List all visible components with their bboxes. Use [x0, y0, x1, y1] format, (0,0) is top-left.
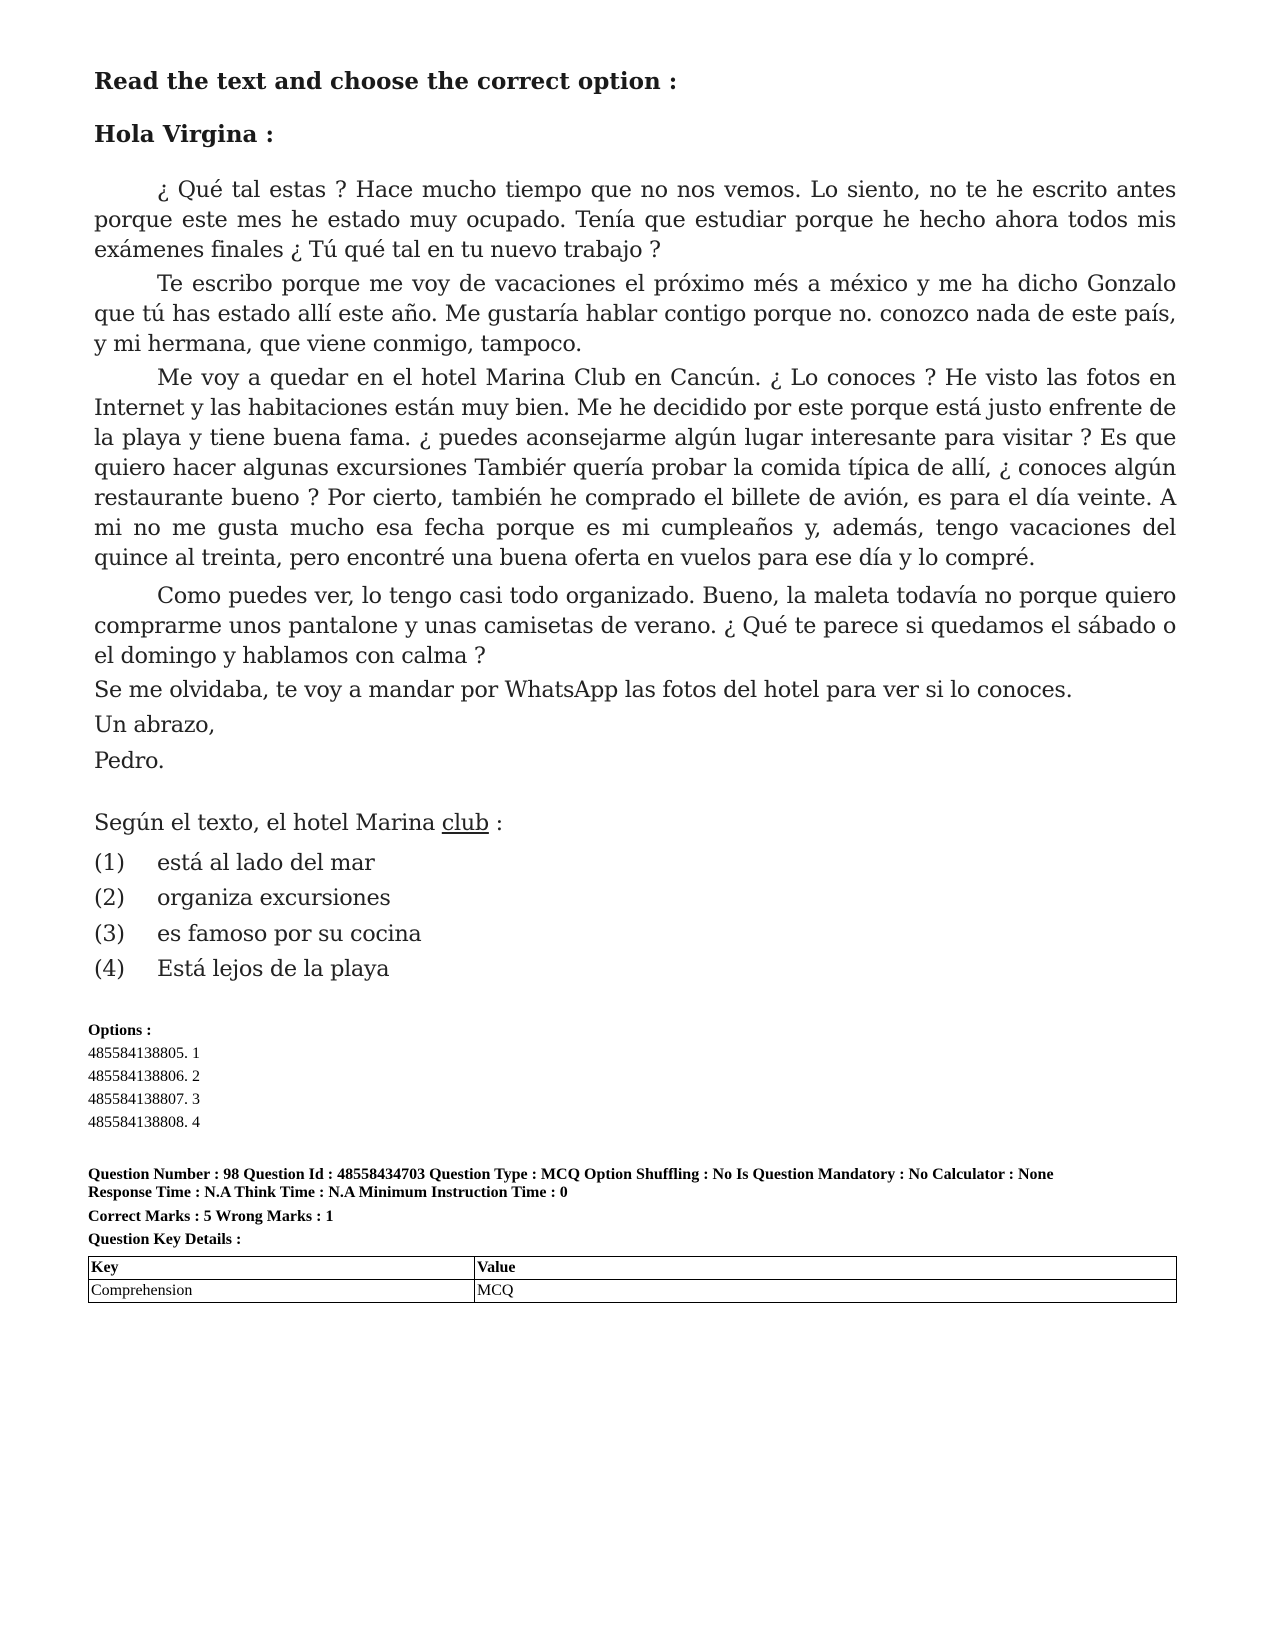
- answer-choice: [94, 954, 389, 984]
- letter-paragraph: Me voy a quedar en el hotel Marina Club en Cancún. ¿ Lo conoces ? He visto las fotos en Internet y las habitaciones están muy bien. Me he decidido por este porque está justo enfrente de la playa y tiene buena fama. ¿ puedes aconsejarme algún lugar interesante para visitar ? Es que quiero hacer algunas excursiones Tambiér quería probar la comida típica de allí, ¿ conoces algún restaurante bueno ? Por cierto, también he comprado el billete de avión, es para el día veinte. A mi no me gusta mucho esa fecha porque es mi cumpleaños y, además, tengo vacaciones del quince al treinta, pero encontré una buena oferta en vuelos para ese día y lo compré.: [94, 365, 1176, 571]
- choice-text: Está lejos de la playa: [157, 956, 390, 982]
- choice-text: es famoso por su cocina: [157, 921, 422, 947]
- table-cell-key: Comprehension: [89, 1280, 475, 1303]
- table-header-value: Value: [475, 1257, 1177, 1280]
- letter-last-line: Se me olvidaba, te voy a mandar por WhatsApp las fotos del hotel para ver si lo conoces.: [94, 677, 1073, 703]
- letter-paragraph: Te escribo porque me voy de vacaciones el próximo més a méxico y me ha dicho Gonzalo que tú has estado allí este año. Me gustaría hablar contigo porque no. conozco nada de este país, y mi hermana, que viene conmigo, tampoco.: [94, 271, 1176, 357]
- answer-choice: [94, 883, 391, 913]
- letter-closing: Un abrazo,: [94, 712, 216, 738]
- choice-number: (2): [94, 885, 125, 911]
- choice-text: está al lado del mar: [157, 850, 375, 876]
- options-label: Options :: [88, 1022, 152, 1039]
- option-id-item: 485584138805. 1: [88, 1045, 200, 1062]
- option-id-item: 485584138807. 3: [88, 1091, 200, 1108]
- answer-choice: [94, 848, 374, 878]
- choice-number: (3): [94, 921, 125, 947]
- answer-choice: [94, 919, 421, 949]
- question-stem: [94, 808, 503, 838]
- choice-number: (1): [94, 850, 125, 876]
- question-stem-underlined: club: [441, 810, 489, 836]
- table-header-key: Key: [89, 1257, 475, 1280]
- marks-line: Correct Marks : 5 Wrong Marks : 1: [88, 1208, 334, 1225]
- table-row: [89, 1280, 1177, 1303]
- choice-number: (4): [94, 956, 125, 982]
- letter-paragraph: ¿ Qué tal estas ? Hace mucho tiempo que no nos vemos. Lo siento, no te he escrito antes porque este mes he estado muy ocupado. Tenía que estudiar porque he hecho ahora todos mis exámenes finales ¿ Tú qué tal en tu nuevo trabajo ?: [94, 177, 1176, 263]
- table-header-row: [89, 1257, 1177, 1280]
- option-id-item: 485584138806. 2: [88, 1068, 200, 1085]
- question-stem-prefix: Según el texto, el hotel Marina: [94, 810, 442, 836]
- letter-signature: Pedro.: [94, 748, 165, 774]
- key-details-table: [88, 1256, 1177, 1303]
- option-id-item: 485584138808. 4: [88, 1114, 200, 1131]
- question-stem-suffix: :: [488, 810, 503, 836]
- letter-greeting: Hola Virgina :: [94, 121, 274, 148]
- choice-text: organiza excursiones: [157, 885, 391, 911]
- letter-paragraph: Como puedes ver, lo tengo casi todo organizado. Bueno, la maleta todavía no porque quiero comprarme unos pantalone y unas camisetas de verano. ¿ Qué te parece si quedamos el sábado o el domingo y hablamos con calma ?: [94, 583, 1176, 669]
- table-cell-value: MCQ: [475, 1280, 1177, 1303]
- question-info-line: Question Number : 98 Question Id : 48558434703 Question Type : MCQ Option Shuffling : No Is Question Mandatory : No Calculator : None: [88, 1166, 1054, 1183]
- instruction-heading: Read the text and choose the correct option :: [94, 68, 678, 95]
- key-details-label: Question Key Details :: [88, 1231, 242, 1248]
- question-info-line: Response Time : N.A Think Time : N.A Minimum Instruction Time : 0: [88, 1184, 568, 1201]
